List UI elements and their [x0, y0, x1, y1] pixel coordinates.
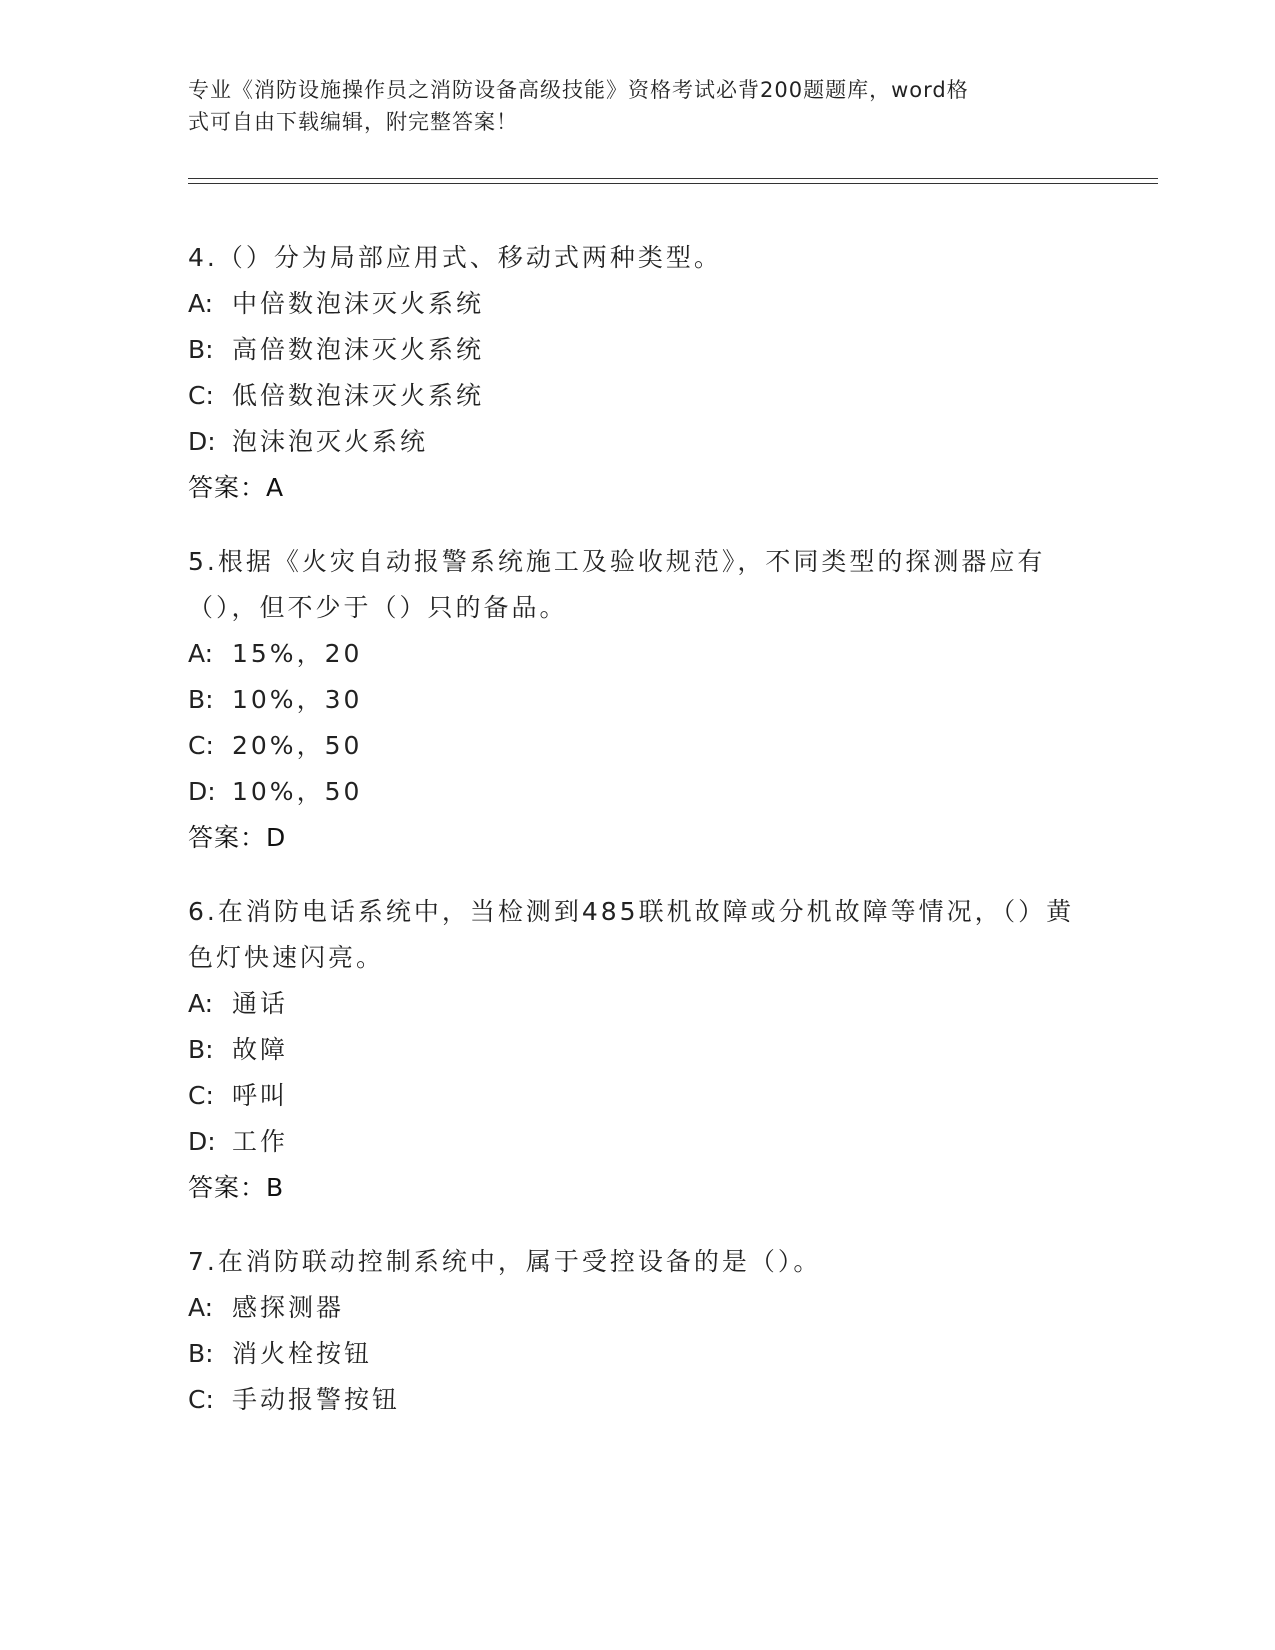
- question-text: 5.根据《火灾自动报警系统施工及验收规范》，不同类型的探测器应有（），但不少于（）只的备品。: [188, 547, 1046, 622]
- option-c: [188, 373, 1088, 419]
- option-a: [188, 981, 1088, 1027]
- option-b: [188, 677, 1088, 723]
- option-letter: A:: [188, 639, 214, 668]
- option-d: [188, 1119, 1088, 1165]
- option-text: 故障: [232, 1035, 289, 1064]
- question-4: [188, 235, 1088, 511]
- header-line-2: 式可自由下载编辑，附完整答案！: [188, 110, 518, 134]
- question-list: [188, 235, 1088, 1451]
- option-text: 手动报警按钮: [232, 1385, 401, 1414]
- option-d: [188, 769, 1088, 815]
- option-text: 10%，30: [232, 685, 363, 714]
- option-b: [188, 1027, 1088, 1073]
- option-letter: B:: [188, 335, 214, 364]
- option-text: 高倍数泡沫灭火系统: [232, 335, 485, 364]
- option-text: 15%，20: [232, 639, 363, 668]
- option-c: [188, 1377, 1088, 1423]
- option-a: [188, 281, 1088, 327]
- question-6: [188, 889, 1088, 1211]
- option-c: [188, 723, 1088, 769]
- option-b: [188, 327, 1088, 373]
- option-c: [188, 1073, 1088, 1119]
- option-letter: D:: [188, 427, 216, 456]
- option-letter: D:: [188, 1127, 216, 1156]
- option-letter: A:: [188, 289, 214, 318]
- option-a: [188, 631, 1088, 677]
- answer: 答案：B: [188, 1173, 285, 1202]
- question-text: 4.（）分为局部应用式、移动式两种类型。: [188, 243, 722, 272]
- option-a: [188, 1285, 1088, 1331]
- option-letter: D:: [188, 777, 216, 806]
- question-5: [188, 539, 1088, 861]
- option-letter: C:: [188, 731, 214, 760]
- question-7: [188, 1239, 1088, 1423]
- option-text: 消火栓按钮: [232, 1339, 373, 1368]
- option-text: 呼叫: [232, 1081, 289, 1110]
- option-text: 低倍数泡沫灭火系统: [232, 381, 485, 410]
- option-letter: C:: [188, 1385, 214, 1414]
- option-letter: B:: [188, 1339, 214, 1368]
- header-divider-top: [188, 178, 1158, 179]
- option-text: 10%，50: [232, 777, 363, 806]
- option-text: 泡沫泡灭火系统: [232, 427, 429, 456]
- option-letter: C:: [188, 1081, 214, 1110]
- option-letter: A:: [188, 989, 214, 1018]
- option-d: [188, 419, 1088, 465]
- document-header: [188, 74, 1068, 138]
- option-text: 感探测器: [232, 1293, 345, 1322]
- question-text: 7.在消防联动控制系统中，属于受控设备的是（）。: [188, 1247, 822, 1276]
- option-text: 工作: [232, 1127, 289, 1156]
- option-text: 通话: [232, 989, 289, 1018]
- header-line-1: 专业《消防设施操作员之消防设备高级技能》资格考试必背200题题库，word格: [188, 78, 969, 102]
- header-divider-bottom: [188, 183, 1158, 184]
- option-letter: B:: [188, 1035, 214, 1064]
- question-text: 6.在消防电话系统中，当检测到485联机故障或分机故障等情况，（）黄色灯快速闪亮。: [188, 897, 1075, 972]
- option-letter: A:: [188, 1293, 214, 1322]
- option-text: 20%，50: [232, 731, 363, 760]
- option-letter: B:: [188, 685, 214, 714]
- option-letter: C:: [188, 381, 214, 410]
- option-text: 中倍数泡沫灭火系统: [232, 289, 485, 318]
- answer: 答案：A: [188, 473, 285, 502]
- answer: 答案：D: [188, 823, 287, 852]
- option-b: [188, 1331, 1088, 1377]
